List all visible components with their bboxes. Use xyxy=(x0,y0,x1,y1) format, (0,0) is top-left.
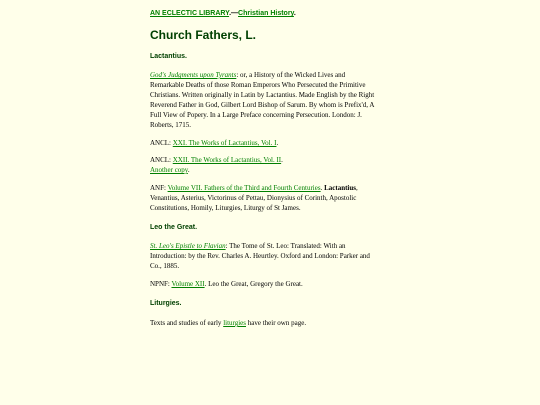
breadcrumb xyxy=(150,9,296,18)
breadcrumb-end: . xyxy=(293,10,296,17)
breadcrumb-separator: .— xyxy=(229,10,239,17)
entry-end: . xyxy=(276,139,279,147)
entry-line xyxy=(150,155,395,165)
book-title xyxy=(150,71,236,79)
entry-text: : or, a History of the Wicked Lives and xyxy=(236,71,346,79)
entry-text: , xyxy=(356,184,358,192)
entry-liturgies xyxy=(150,318,395,328)
library-link[interactable]: AN ECLECTIC LIBRARY xyxy=(150,10,230,17)
entry-text: Full View of Popery. In a Large Preface concerning Persecution. London: J. xyxy=(150,111,362,119)
entry-npnf-vol12 xyxy=(150,279,395,289)
entry-text: Remarkable Deaths of those Roman Emperors Who Persecuted the Primitive xyxy=(150,81,366,89)
entry-text: Texts and studies of early xyxy=(150,319,224,327)
entry-text: Christians. Written originally in Latin by Lactantius. Made English by the Right xyxy=(150,91,375,99)
entry-text: Co., 1885. xyxy=(150,262,180,270)
entry-gods-judgments xyxy=(150,70,395,130)
entry-line xyxy=(150,279,395,289)
collection-prefix: ANCL: xyxy=(150,139,173,147)
entry-line xyxy=(150,70,395,80)
section-heading-leo: Leo the Great. xyxy=(150,224,198,231)
gods-judgments-link[interactable]: God's Judgments upon Tyrants xyxy=(150,71,237,79)
highlighted-author: Lactantius xyxy=(324,184,356,192)
ancl-vol1-link[interactable]: XXI. The Works of Lactantius, Vol. I xyxy=(172,139,277,147)
entry-line xyxy=(150,241,395,251)
entry-text: Roberts, 1715. xyxy=(150,121,192,129)
entry-anf-vol7 xyxy=(150,183,395,213)
entry-text: Introduction: by the Rev. Charles A. Heurtley. Oxford and London: Parker and xyxy=(150,252,370,260)
ancl-vol2-link[interactable]: XXII. The Works of Lactantius, Vol. II xyxy=(172,156,282,164)
section-heading-liturgies: Liturgies. xyxy=(150,300,182,307)
entry-line xyxy=(150,318,395,328)
book-title xyxy=(150,242,226,250)
entry-text: Constitutions, Homily, Liturgies, Liturgy of St James. xyxy=(150,204,301,212)
entry-line xyxy=(150,138,395,148)
npnf-vol12-link[interactable]: Volume XII xyxy=(171,280,205,288)
entry-text: : The Tome of St. Leo: Translated: With an xyxy=(225,242,346,250)
christian-history-link[interactable]: Christian History xyxy=(238,10,294,17)
entry-leo-epistle xyxy=(150,241,395,271)
collection-prefix: ANCL: xyxy=(150,156,173,164)
entry-text: . Leo the Great, Gregory the Great. xyxy=(204,280,303,288)
anf-vol7-link[interactable]: Volume VII. Fathers of the Third and Fourth Centuries xyxy=(167,184,321,192)
entry-line xyxy=(150,165,395,175)
page-title: Church Fathers, L. xyxy=(150,28,257,42)
section-heading-lactantius: Lactantius. xyxy=(150,53,187,60)
entry-end: . xyxy=(281,156,283,164)
entry-text: Venantius, Asterius, Victorinus of Pettau, Dionysius of Corinth, Apostolic xyxy=(150,194,357,202)
entry-line xyxy=(150,183,395,193)
collection-prefix: NPNF: xyxy=(150,280,172,288)
liturgies-link[interactable]: liturgies xyxy=(223,319,247,327)
leo-epistle-link[interactable]: St. Leo's Epistle to Flavian xyxy=(150,242,226,250)
entry-ancl-vol2 xyxy=(150,155,395,175)
entry-ancl-vol1 xyxy=(150,138,395,148)
entry-end: . xyxy=(187,166,190,174)
entry-text: . xyxy=(320,184,325,192)
another-copy-link[interactable]: Another copy xyxy=(150,166,188,174)
entry-text: have their own page. xyxy=(246,319,307,327)
collection-prefix: ANF: xyxy=(150,184,168,192)
entry-text: Reverend Father in God, Gilbert Lord Bishop of Sarum. By whom is Prefix'd, A xyxy=(150,101,375,109)
